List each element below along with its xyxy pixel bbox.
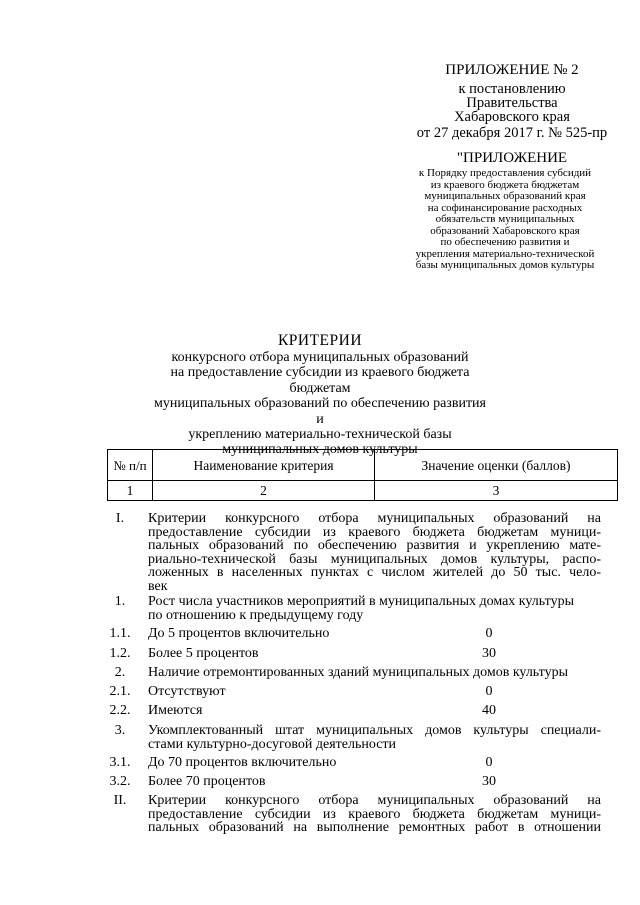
row-number: 2. xyxy=(114,665,126,680)
criterion-line: век xyxy=(148,578,168,594)
appendix-title: ПРИЛОЖЕНИЕ № 2 xyxy=(445,62,579,78)
row-criterion xyxy=(148,794,601,835)
criterion-line: Более 70 процентов xyxy=(148,774,266,789)
row-number: 1. xyxy=(114,594,126,609)
criterion-line: Критерии конкурсного отбора муниципальных образований на xyxy=(148,511,601,526)
row-criterion xyxy=(148,666,601,680)
row-criterion xyxy=(148,512,601,594)
prior-appendix-line: обязательств муниципальных xyxy=(435,213,575,225)
row-number: 1.1. xyxy=(109,626,131,641)
criterion-line: риально-технической базы муниципальных домов культуры, распо- xyxy=(148,551,601,567)
row-number: 3.1. xyxy=(109,755,131,770)
criterion-line: по отношению к предыдущему году xyxy=(148,607,364,623)
row-number: I. xyxy=(115,511,125,526)
criterion-line: Более 5 процентов xyxy=(148,646,259,661)
row-number: II. xyxy=(113,793,127,808)
subtitle-line: укреплению материально-технической базы xyxy=(188,427,452,443)
appendix-region-line: Хабаровского края xyxy=(454,109,570,125)
prior-appendix-line: на софинансирование расходных xyxy=(427,201,583,214)
criterion-line: пальных образований на выполнение ремонтных работ в отношении xyxy=(148,820,601,836)
column-number: 2 xyxy=(153,481,375,501)
column-header-score: Значение оценки (баллов) xyxy=(375,450,618,481)
subtitle-line: на предоставление субсидии из краевого бюджета бюджетам xyxy=(170,365,470,396)
criterion-line: До 70 процентов включительно xyxy=(148,755,337,770)
row-number: 2.1. xyxy=(109,684,131,699)
row-score: 0 xyxy=(485,626,493,641)
document-title: КРИТЕРИИ xyxy=(277,332,363,349)
appendix-resolution-line: к постановлению xyxy=(458,81,566,97)
row-score: 30 xyxy=(482,646,496,661)
prior-appendix-line: муниципальных образований края xyxy=(424,190,586,202)
row-number: 3.2. xyxy=(109,774,131,789)
criterion-line: До 5 процентов включительно xyxy=(148,626,330,641)
criterion-line: предоставление субсидии из краевого бюджета бюджетам муници- xyxy=(148,806,601,822)
subtitle-line: конкурсного отбора муниципальных образований xyxy=(171,350,469,365)
row-score: 0 xyxy=(485,755,493,770)
criterion-line: стами культурно-досуговой деятельности xyxy=(148,736,397,752)
prior-appendix-line: из краевого бюджета бюджетам xyxy=(430,178,580,191)
prior-appendix-line: по обеспечению развития и xyxy=(440,236,570,248)
row-number: 1.2. xyxy=(109,646,131,661)
prior-appendix-line: к Порядку предоставления субсидий xyxy=(418,167,592,179)
column-header-number: № п/п xyxy=(108,450,153,481)
criterion-line: пальных образований по обеспечению развития и укреплению мате- xyxy=(148,538,601,554)
criterion-line: Рост числа участников мероприятий в муниципальных домах культуры xyxy=(148,594,574,609)
appendix-date-line: от 27 декабря 2017 г. № 525-пр xyxy=(416,125,608,141)
column-number: 1 xyxy=(108,481,153,501)
row-criterion xyxy=(148,595,601,622)
criterion-line: Отсутствуют xyxy=(148,684,226,699)
subtitle-line: муниципальных домов культуры xyxy=(222,442,418,458)
document-subtitle xyxy=(150,350,490,458)
prior-appendix-title: "ПРИЛОЖЕНИЕ xyxy=(456,150,568,166)
criterion-line: Критерии конкурсного отбора муниципальных образований на xyxy=(148,793,601,808)
criteria-table-header xyxy=(107,449,618,501)
row-score: 30 xyxy=(482,774,496,789)
prior-appendix-line: образований Хабаровского края xyxy=(430,224,580,237)
table-column-numbers-row xyxy=(108,481,618,501)
criterion-line: Имеются xyxy=(148,703,203,718)
column-number: 3 xyxy=(375,481,618,501)
prior-appendix-line: укрепления материально-технической xyxy=(415,247,595,260)
column-header-criterion: Наименование критерия xyxy=(153,450,375,481)
table-header-row xyxy=(108,450,618,481)
row-number: 3. xyxy=(114,723,126,738)
subtitle-line: муниципальных образований по обеспечению развития и xyxy=(154,396,486,427)
row-score: 40 xyxy=(482,703,496,718)
criterion-line: ложенных в населенных пунктах с числом жителей до 50 тыс. чело- xyxy=(148,565,601,581)
criterion-line: предоставление субсидии из краевого бюджета бюджетам муници- xyxy=(148,524,601,540)
criterion-line: Наличие отремонтированных зданий муниципальных домов культуры xyxy=(148,665,568,680)
prior-appendix-line: базы муниципальных домов культуры xyxy=(415,259,595,271)
appendix-government-line: Правительства xyxy=(466,95,558,111)
row-criterion xyxy=(148,724,601,751)
row-score: 0 xyxy=(485,684,493,699)
criterion-line: Укомплектованный штат муниципальных домов культуры специали- xyxy=(148,723,601,738)
row-number: 2.2. xyxy=(109,703,131,718)
